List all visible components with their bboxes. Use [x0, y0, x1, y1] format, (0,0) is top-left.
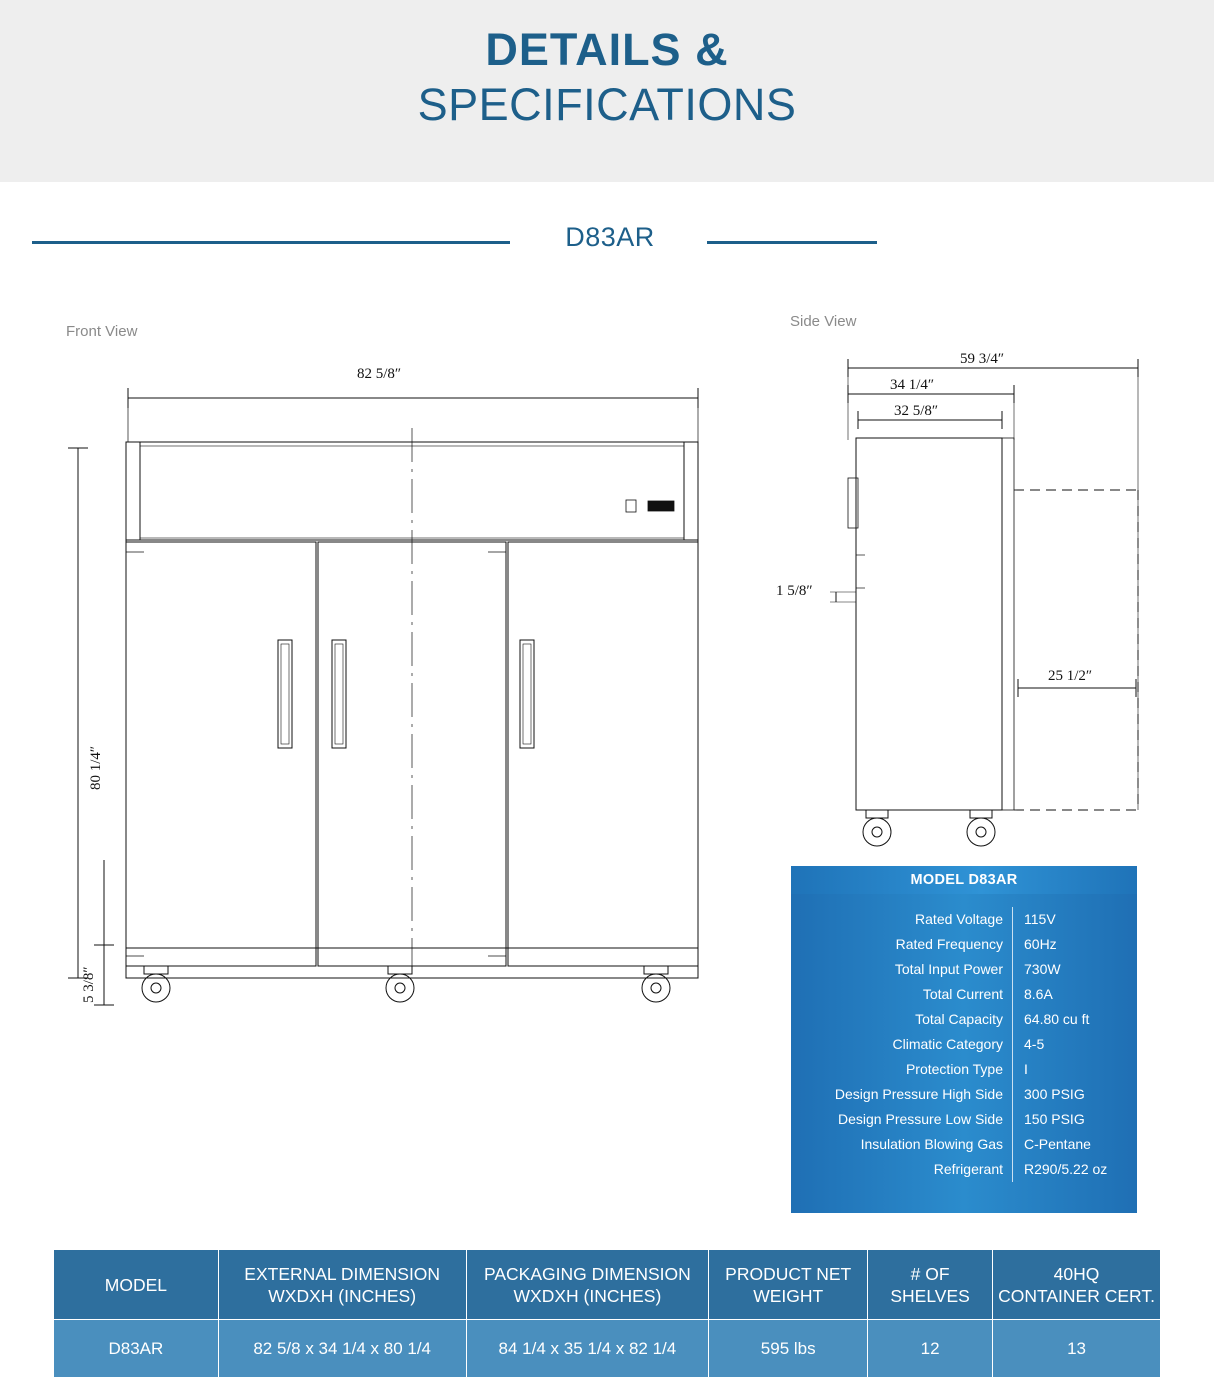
cell-net-weight: 595 lbs [709, 1320, 868, 1378]
cell-container-cert: 13 [993, 1320, 1161, 1378]
dimensions-table-element [53, 1249, 1161, 1378]
column-header-external-line2: WXDXH (INCHES) [268, 1285, 417, 1306]
spec-label: Total Current [791, 982, 1013, 1007]
front-view-drawing [40, 370, 760, 1030]
column-header-container-cert [993, 1250, 1161, 1320]
spec-value: 8.6A [1024, 986, 1053, 1002]
column-header-packaging-line2: WXDXH (INCHES) [513, 1285, 662, 1306]
header-banner [0, 0, 1214, 182]
spec-label: Climatic Category [791, 1032, 1013, 1057]
column-header-weight-line2: WEIGHT [753, 1285, 824, 1306]
spec-value: 150 PSIG [1024, 1111, 1085, 1127]
header-title-line2: SPECIFICATIONS [417, 79, 797, 130]
spec-row [791, 957, 1137, 982]
spec-value: C-Pentane [1024, 1136, 1091, 1152]
column-header-model-line1: MODEL [104, 1274, 168, 1295]
spec-row [791, 1007, 1137, 1032]
spec-value: 4-5 [1024, 1036, 1045, 1052]
spec-label: Total Capacity [791, 1007, 1013, 1032]
side-cabinet-depth-dim: 34 1/4″ [890, 377, 935, 393]
column-header-container-line2: CONTAINER CERT. [998, 1285, 1155, 1306]
spec-row [791, 1057, 1137, 1082]
spec-value: 64.80 cu ft [1024, 1011, 1090, 1027]
spec-value: R290/5.22 oz [1024, 1161, 1108, 1177]
column-header-shelves [868, 1250, 993, 1320]
spec-row [791, 907, 1137, 932]
side-toe-height-dim: 1 5/8″ [776, 583, 813, 599]
spec-label: Protection Type [791, 1057, 1013, 1082]
column-header-shelves-line1: # OF [910, 1263, 950, 1284]
title-rule-left [32, 241, 510, 244]
spec-row [791, 932, 1137, 957]
column-header-shelves-line2: SHELVES [890, 1285, 970, 1306]
dimensions-table [53, 1249, 1161, 1378]
spec-row [791, 1082, 1137, 1107]
front-width-dim: 82 5/8″ [357, 366, 402, 382]
model-title-row [0, 222, 1214, 262]
spec-row [791, 1107, 1137, 1132]
column-header-container-line1: 40HQ [1053, 1263, 1100, 1284]
spec-row [791, 1032, 1137, 1057]
column-header-net-weight [709, 1250, 868, 1320]
front-view-label: Front View [66, 323, 138, 340]
spec-panel-title: MODEL D83AR [791, 866, 1137, 894]
spec-value: 115V [1024, 911, 1056, 927]
column-header-external-line1: EXTERNAL DIMENSION [244, 1263, 441, 1284]
side-view-label: Side View [790, 313, 857, 330]
front-height-dim: 80 1/4″ [88, 745, 104, 790]
side-view-drawing [770, 340, 1170, 860]
cell-packaging-dimension: 84 1/4 x 35 1/4 x 82 1/4 [466, 1320, 709, 1378]
cell-external-dimension: 82 5/8 x 34 1/4 x 80 1/4 [218, 1320, 466, 1378]
spec-label: Refrigerant [791, 1157, 1013, 1182]
spec-label: Total Input Power [791, 957, 1013, 982]
header-title-line1: DETAILS & [485, 24, 729, 75]
column-header-weight-line1: PRODUCT NET [725, 1263, 852, 1284]
spec-label: Rated Voltage [791, 907, 1013, 932]
front-base-height-dim: 5 3/8″ [81, 966, 97, 1003]
side-door-swing-dim: 25 1/2″ [1048, 668, 1093, 684]
spec-label: Design Pressure Low Side [791, 1107, 1013, 1132]
column-header-external-dimension [218, 1250, 466, 1320]
title-rule-right [707, 241, 877, 244]
spec-label: Design Pressure High Side [791, 1082, 1013, 1107]
spec-row [791, 982, 1137, 1007]
column-header-model [54, 1250, 219, 1320]
page-title: D83AR [565, 222, 655, 252]
spec-value: 730W [1024, 961, 1061, 977]
column-header-packaging-line1: PACKAGING DIMENSION [484, 1263, 691, 1284]
spec-value: I [1024, 1061, 1028, 1077]
cell-shelves: 12 [868, 1320, 993, 1378]
side-overall-depth-dim: 59 3/4″ [960, 351, 1005, 367]
header-title-block [0, 22, 1214, 132]
cell-model: D83AR [54, 1320, 219, 1378]
spec-label: Insulation Blowing Gas [791, 1132, 1013, 1157]
spec-panel-body [791, 894, 1137, 1213]
column-header-packaging-dimension [466, 1250, 709, 1320]
table-row [54, 1320, 1161, 1378]
spec-row [791, 1157, 1137, 1182]
spec-panel [791, 866, 1137, 1213]
spec-label: Rated Frequency [791, 932, 1013, 957]
side-body-depth-dim: 32 5/8″ [894, 403, 939, 419]
spec-value: 60Hz [1024, 936, 1057, 952]
spec-row [791, 1132, 1137, 1157]
spec-value: 300 PSIG [1024, 1086, 1085, 1102]
table-header-row [54, 1250, 1161, 1320]
